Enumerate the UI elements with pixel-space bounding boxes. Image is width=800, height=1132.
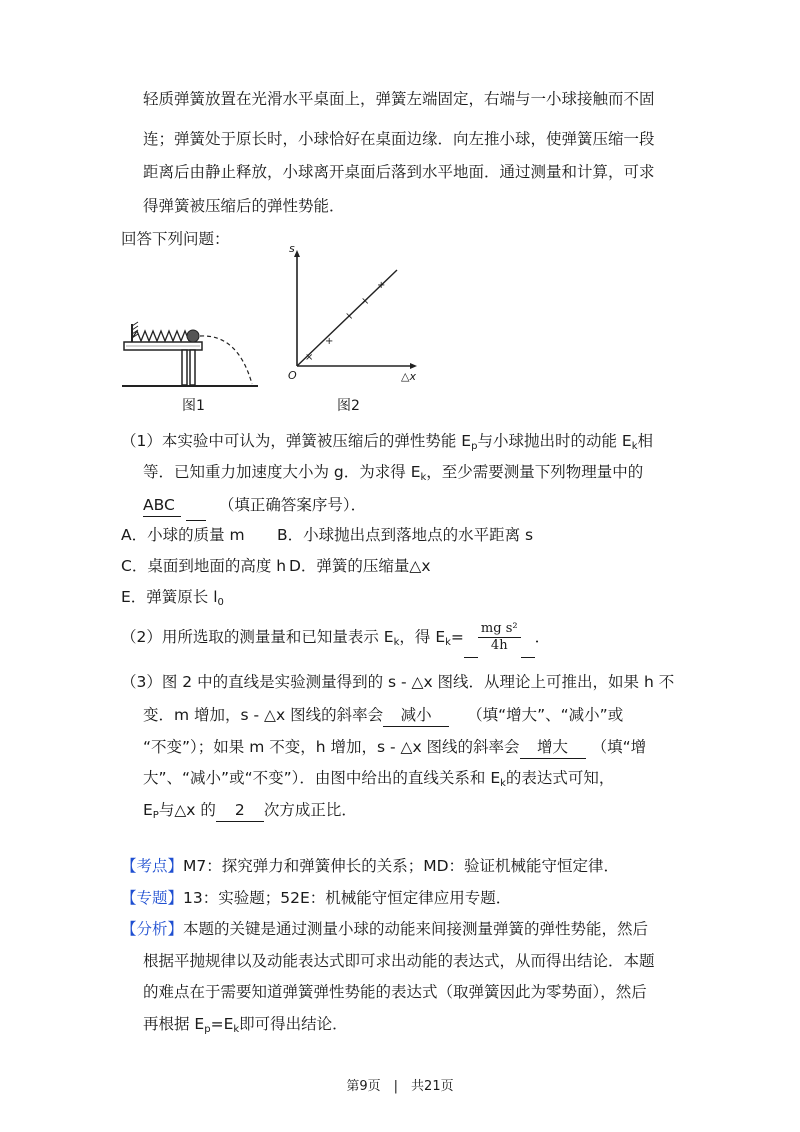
q3-line-5: $E_P$与△x 的 2 次方成正比． [143,801,357,821]
q3-answer-2-blank: 增大 [520,736,586,759]
zhuanti-line: 【专题】13：实验题；52E：机械能守恒定律应用专题． [121,889,512,907]
figure-2-caption: 图2 [337,398,360,414]
svg-text:×: × [361,296,370,307]
figure-2 [285,248,420,388]
zhuanti-tag: 【专题】 [121,889,184,907]
figure-2-drawing [285,248,420,388]
kaodian-tag: 【考点】 [121,857,184,875]
question-prompt: 回答下列问题： [121,230,230,248]
option-e: E．弹簧原长 $l_0$ [121,588,224,608]
q3-answer-3-blank: 2 [216,799,264,822]
q3-line-3: “不变”）；如果 m 不变，h 增加，s - △x 图线的斜率会 增大 （填“增 [143,732,646,763]
svg-text:+: + [377,280,386,291]
svg-text:×: × [305,352,314,363]
q3-line-2: 变．m 增加，s - △x 图线的斜率会 减小 （填“增大”、“减小”或 [143,700,623,731]
q3-line-1: （3）图 2 中的直线是实验测量得到的 s - △x 图线．从理论上可推出，如果 h 不 [121,673,675,691]
svg-text:×: × [345,311,354,322]
fenxi-line-3: 的难点在于需要知道弹簧弹性势能的表达式（取弹簧因此为零势面），然后 [143,983,647,1001]
figure-2-origin-label: O [288,369,297,382]
fenxi-tag: 【分析】 [121,920,184,938]
q2-answer-fraction: $\frac{\text{mg s²}}{4h}$ [478,621,521,654]
intro-line-4: 得弹簧被压缩后的弹性势能． [143,197,345,215]
kaodian-line: 【考点】M7：探究弹力和弹簧伸长的关系；MD：验证机械能守恒定律． [121,857,620,875]
intro-line-1: 轻质弹簧放置在光滑水平桌面上，弹簧左端固定，右端与一小球接触而不固 [143,90,655,108]
page-footer: 第9页 | 共21页 [346,1079,454,1094]
option-a: A．小球的质量 m [121,526,245,544]
svg-text:+: + [325,336,334,347]
q1-line-1: （1）本实验中可认为，弹簧被压缩后的弹性势能 $E_p$与小球抛出时的动能 $E_k$相 [121,432,653,452]
figure-1-caption: 图1 [182,398,205,414]
fenxi-line-1: 【分析】本题的关键是通过测量小球的动能来间接测量弹簧的弹性势能，然后 [121,920,649,938]
figure-2-x-axis-label: △x [401,370,416,383]
option-d: D．弹簧的压缩量△x [289,557,431,575]
q1-line-3: ABC （填正确答案序号）． [143,490,366,521]
fenxi-line-2: 根据平抛规律以及动能表达式即可求出动能的表达式，从而得出结论．本题 [143,952,655,970]
intro-line-3: 距离后由静止释放，小球离开桌面后落到水平地面．通过测量和计算，可求 [143,163,655,181]
q1-answer-blank: ABC [143,494,181,517]
option-b: B．小球抛出点到落地点的水平距离 s [277,526,534,544]
q3-answer-1-blank: 减小 [383,704,449,727]
fenxi-line-4: 再根据 $E_p=E_k$即可得出结论． [143,1015,348,1035]
intro-line-2: 连；弹簧处于原长时，小球恰好在桌面边缘．向左推小球，使弹簧压缩一段 [143,130,655,148]
q2-line: （2）用所选取的测量量和已知量表示 $E_k$，得 $E_k=$ $\frac{\text{mg s²}}{4h}$ ． [121,621,550,658]
q3-line-4: 大”、“减小”或“不变”）．由图中给出的直线关系和 $E_k$的表达式可知， [143,769,615,789]
q1-line-2: 等．已知重力加速度大小为 g．为求得 $E_k$，至少需要测量下列物理量中的 [143,463,644,483]
option-c: C．桌面到地面的高度 h [121,557,287,575]
figure-2-y-axis-label: s [289,242,295,255]
